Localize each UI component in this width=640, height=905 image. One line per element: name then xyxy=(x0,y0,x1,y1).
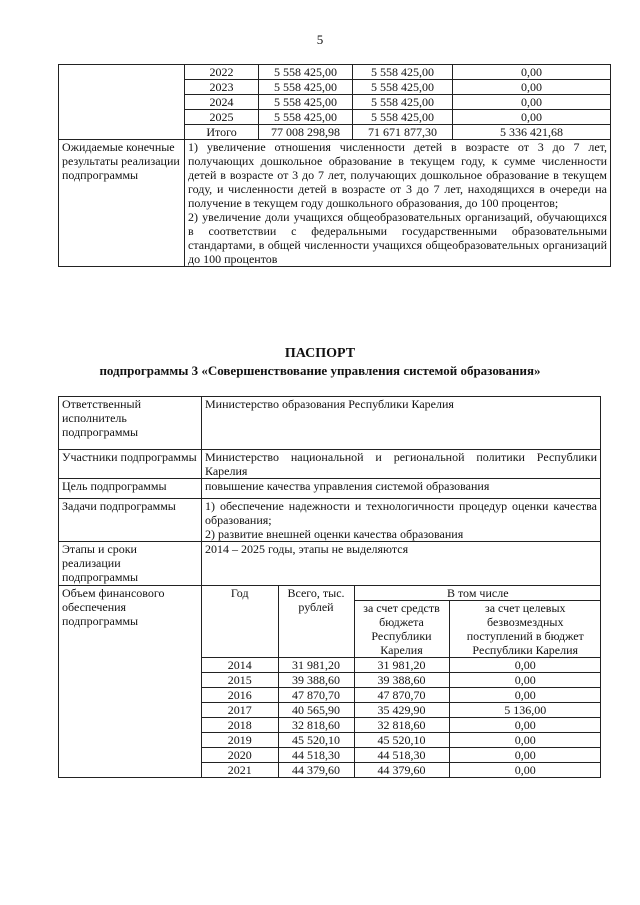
col-other: за счет целевых безвозмездных поступлений в бюджет Республики Карелия xyxy=(449,601,601,658)
year-cell: 2024 xyxy=(185,95,259,110)
year-cell: 2019 xyxy=(202,733,278,748)
other-cell: 0,00 xyxy=(449,748,601,763)
year-cell: 2016 xyxy=(202,688,278,703)
table-row xyxy=(59,542,601,586)
funding-table xyxy=(202,586,601,777)
task-1: 1) обеспечение надежности и технологичности процедур оценки качества образования; xyxy=(205,499,597,527)
participants-value: Министерство национальной и региональной политики Республики Карелия xyxy=(202,450,601,479)
total-cell: 32 818,60 xyxy=(278,718,354,733)
table-row xyxy=(202,763,601,778)
table-row xyxy=(202,748,601,763)
other-cell: 0,00 xyxy=(449,733,601,748)
total-cell: 44 379,60 xyxy=(278,763,354,778)
other-cell: 0,00 xyxy=(449,673,601,688)
year-cell: 2018 xyxy=(202,718,278,733)
year-cell: Итого xyxy=(185,125,259,140)
expected-result-1: 1) увеличение отношения численности детей в возрасте от 3 до 7 лет, получающих дошкольное образование в текущем году, к сумме численности детей в возрасте от 3 до 7 лет, получающих дошкольное образование в текущем году, и численности детей в возрасте от 3 до 7 лет, находящихся в очереди на получение в текущем году дошкольного образования, до 100 процентов; xyxy=(188,140,607,210)
table-row xyxy=(202,733,601,748)
budget-cell: 39 388,60 xyxy=(354,673,449,688)
passport-table xyxy=(58,396,601,778)
col-total: Всего, тыс. рублей xyxy=(278,586,354,658)
responsible-label: Ответственный исполнитель подпрограммы xyxy=(59,397,202,450)
col-year: Год xyxy=(202,586,278,658)
table-row xyxy=(59,479,601,499)
empty-label-cell xyxy=(59,65,185,140)
total-cell: 5 558 425,00 xyxy=(259,95,353,110)
goal-value: повышение качества управления системой образования xyxy=(202,479,601,499)
table-row-expected-results xyxy=(59,140,611,267)
year-cell: 2021 xyxy=(202,763,278,778)
year-cell: 2023 xyxy=(185,80,259,95)
other-cell: 0,00 xyxy=(453,65,611,80)
funding-cell xyxy=(202,586,601,778)
expected-results-label: Ожидаемые конечные результаты реализации подпрограммы xyxy=(59,140,185,267)
expected-results-text xyxy=(185,140,611,267)
other-cell: 5 136,00 xyxy=(449,703,601,718)
funding-header-row xyxy=(202,586,601,601)
other-cell: 0,00 xyxy=(449,718,601,733)
total-cell: 77 008 298,98 xyxy=(259,125,353,140)
tasks-value xyxy=(202,499,601,542)
budget-cell: 5 558 425,00 xyxy=(353,80,453,95)
budget-cell: 5 558 425,00 xyxy=(353,65,453,80)
budget-cell: 44 518,30 xyxy=(354,748,449,763)
year-cell: 2022 xyxy=(185,65,259,80)
task-2: 2) развитие внешней оценки качества образования xyxy=(205,527,464,541)
budget-cell: 45 520,10 xyxy=(354,733,449,748)
budget-cell: 32 818,60 xyxy=(354,718,449,733)
table-row xyxy=(202,718,601,733)
table-row xyxy=(202,688,601,703)
passport-title: ПАСПОРТ xyxy=(284,346,356,361)
col-budget: за счет средств бюджета Республики Карелия xyxy=(354,601,449,658)
year-cell: 2017 xyxy=(202,703,278,718)
other-cell: 0,00 xyxy=(449,688,601,703)
total-cell: 5 558 425,00 xyxy=(259,80,353,95)
table-row xyxy=(202,658,601,673)
participants-label: Участники подпрограммы xyxy=(59,450,202,479)
expected-result-2: 2) увеличение доли учащихся общеобразовательных организаций, обучающихся в соответствии с федеральными государственными образовательными стандартами, в общей численности учащихся общеобразовательных организаций до 100 процентов xyxy=(188,210,607,266)
responsible-value: Министерство образования Республики Карелия xyxy=(202,397,601,450)
budget-cell: 5 558 425,00 xyxy=(353,95,453,110)
total-cell: 40 565,90 xyxy=(278,703,354,718)
other-cell: 5 336 421,68 xyxy=(453,125,611,140)
col-including: В том числе xyxy=(354,586,601,601)
table-row xyxy=(59,397,601,450)
year-cell: 2025 xyxy=(185,110,259,125)
other-cell: 0,00 xyxy=(449,763,601,778)
total-cell: 47 870,70 xyxy=(278,688,354,703)
total-cell: 5 558 425,00 xyxy=(259,110,353,125)
table-row xyxy=(202,703,601,718)
previous-funding-table xyxy=(58,64,611,267)
tasks-label: Задачи подпрограммы xyxy=(59,499,202,542)
budget-cell: 47 870,70 xyxy=(354,688,449,703)
goal-label: Цель подпрограммы xyxy=(59,479,202,499)
budget-cell: 5 558 425,00 xyxy=(353,110,453,125)
budget-cell: 44 379,60 xyxy=(354,763,449,778)
other-cell: 0,00 xyxy=(453,110,611,125)
year-cell: 2014 xyxy=(202,658,278,673)
table-row xyxy=(59,65,611,80)
budget-cell: 71 671 877,30 xyxy=(353,125,453,140)
stages-label: Этапы и сроки реализации подпрограммы xyxy=(59,542,202,586)
year-cell: 2015 xyxy=(202,673,278,688)
funding-label: Объем финансового обеспечения подпрограммы xyxy=(59,586,202,778)
total-cell: 31 981,20 xyxy=(278,658,354,673)
stages-value: 2014 – 2025 годы, этапы не выделяются xyxy=(202,542,601,586)
total-cell: 5 558 425,00 xyxy=(259,65,353,80)
other-cell: 0,00 xyxy=(449,658,601,673)
year-cell: 2020 xyxy=(202,748,278,763)
total-cell: 44 518,30 xyxy=(278,748,354,763)
other-cell: 0,00 xyxy=(453,95,611,110)
table-row xyxy=(202,673,601,688)
table-row xyxy=(59,499,601,542)
table-row xyxy=(59,450,601,479)
page-number: 5 xyxy=(316,32,324,47)
total-cell: 39 388,60 xyxy=(278,673,354,688)
budget-cell: 31 981,20 xyxy=(354,658,449,673)
other-cell: 0,00 xyxy=(453,80,611,95)
budget-cell: 35 429,90 xyxy=(354,703,449,718)
passport-subtitle: подпрограммы 3 «Совершенствование управления системой образования» xyxy=(99,363,541,378)
total-cell: 45 520,10 xyxy=(278,733,354,748)
table-row xyxy=(59,586,601,778)
